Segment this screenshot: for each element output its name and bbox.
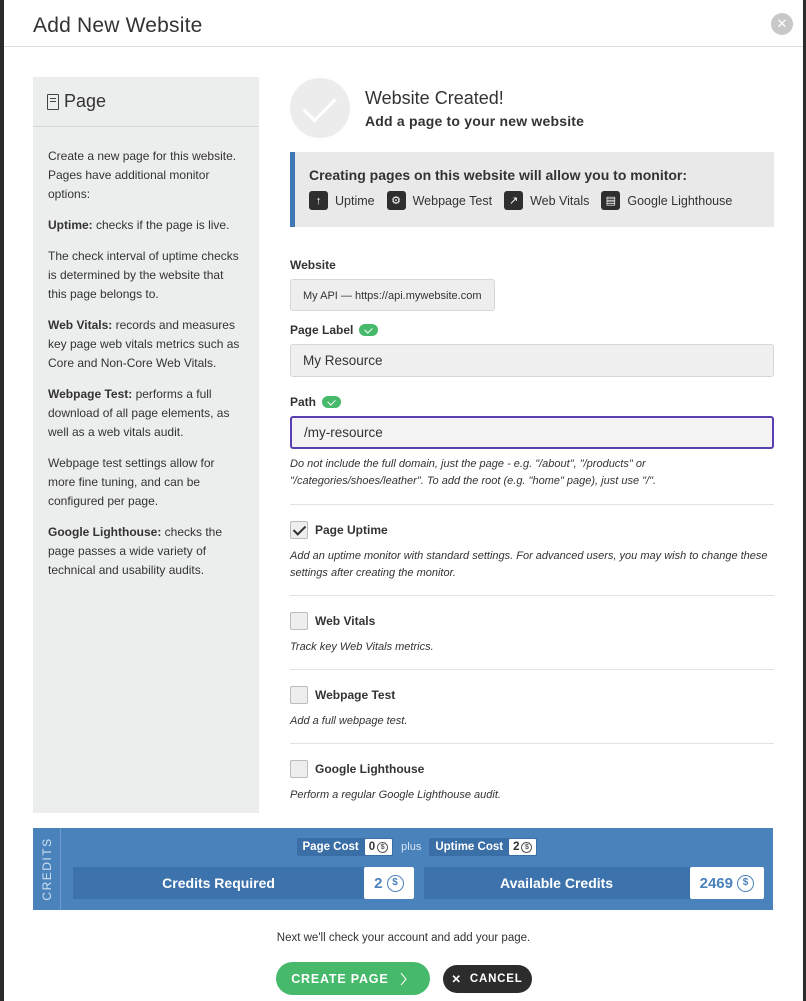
modal-title: Add New Website (33, 14, 203, 37)
sidebar-paragraph (48, 316, 245, 373)
create-page-button[interactable] (276, 962, 430, 995)
sidebar-title: Page (64, 91, 107, 111)
sidebar-text: The check interval of uptime checks is determined by the website that this page belongs to. (48, 249, 239, 301)
success-title: Website Created! (365, 87, 504, 108)
option-row[interactable] (290, 760, 774, 778)
website-label: Website (290, 258, 336, 272)
path-input[interactable] (290, 416, 774, 449)
create-page-label: CREATE PAGE (291, 971, 389, 986)
option-row[interactable] (290, 521, 774, 539)
document-icon (47, 94, 59, 110)
sidebar-paragraph (48, 385, 245, 442)
monitor-type-item (309, 191, 375, 210)
plus-text: plus (401, 841, 422, 853)
sidebar-term: Webpage Test: (48, 387, 133, 401)
credits-required-label: Credits Required (162, 875, 275, 891)
option-label[interactable]: Google Lighthouse (315, 762, 425, 776)
next-step-text: Next we'll check your account and add your page. (276, 932, 531, 944)
credit-totals (73, 867, 764, 899)
credits-panel (33, 828, 773, 910)
cancel-label: CANCEL (469, 973, 523, 985)
monitor-options (290, 504, 774, 804)
page-cost-label: Page Cost (302, 841, 359, 853)
monitor-types-list (309, 191, 760, 210)
monitor-type-label: Web Vitals (530, 193, 590, 208)
option-checkbox[interactable] (290, 760, 308, 778)
sidebar-paragraph (48, 147, 245, 204)
option-label[interactable]: Web Vitals (315, 614, 376, 628)
sidebar-header (33, 77, 259, 127)
path-label: Path (290, 395, 317, 409)
option-checkbox[interactable] (290, 612, 308, 630)
cancel-button[interactable] (443, 965, 532, 993)
sidebar-text: performs a full download of all page elements, as well as a web vitals audit. (48, 387, 230, 439)
close-button[interactable]: ✕ (771, 13, 793, 35)
option-web-vitals (290, 596, 774, 656)
path-hint: Do not include the full domain, just the page - e.g. "/about", "/products" or "/categories/shoes/leather". To add the root (e.g. "home" page), just use "/". (290, 458, 657, 487)
cost-breakdown (33, 838, 773, 856)
page-cost-value: 0 (368, 841, 376, 853)
sidebar-text: records and measures key page web vitals metrics such as Core and Non-Core Web Vitals. (48, 318, 240, 370)
sidebar-paragraph (48, 216, 245, 235)
option-checkbox[interactable] (290, 686, 308, 704)
option-description: Track key Web Vitals metrics. (290, 641, 434, 653)
gear-icon: ⚙ (387, 191, 406, 210)
chevron-right-icon: 〉 (400, 972, 414, 987)
option-label[interactable]: Page Uptime (315, 523, 388, 537)
sidebar-paragraph (48, 523, 245, 580)
sidebar-term: Web Vitals: (48, 318, 113, 332)
uptime-cost-value: 2 (513, 841, 520, 853)
arrow-up-icon: ↑ (309, 191, 328, 210)
page-cost-pill (297, 838, 394, 856)
available-credits-label: Available Credits (500, 875, 614, 891)
sidebar-term: Uptime: (48, 218, 93, 232)
sidebar-paragraph (48, 454, 245, 511)
credits-required-value: 2 (374, 874, 383, 892)
sidebar-term: Google Lighthouse: (48, 525, 162, 539)
clipboard-icon: ▤ (601, 191, 620, 210)
website-field (290, 258, 774, 311)
website-value: My API — https://api.mywebsite.com (290, 279, 495, 311)
monitor-type-item (387, 191, 492, 210)
available-credits-value: 2469 (699, 874, 733, 892)
option-description: Add a full webpage test. (290, 715, 408, 727)
monitor-info-box (290, 152, 774, 227)
monitor-type-label: Uptime (335, 193, 375, 208)
sidebar-text: checks the page passes a wide variety of technical and usability audits. (48, 525, 223, 577)
add-website-modal (4, 0, 803, 1001)
modal-header (4, 0, 803, 47)
sidebar-text: Webpage test settings allow for more fine tuning, and can be configured per page. (48, 456, 215, 508)
monitor-type-item (504, 191, 589, 210)
monitor-type-item (601, 191, 732, 210)
option-checkbox[interactable] (290, 521, 308, 539)
coin-icon: $ (377, 842, 388, 853)
main-form (290, 77, 774, 804)
info-title: Creating pages on this website will allow you to monitor: (309, 167, 688, 183)
sidebar-help-text (33, 127, 259, 580)
success-banner (290, 77, 774, 139)
page-label-field (290, 323, 774, 377)
coin-icon: $ (737, 875, 754, 892)
option-description: Add an uptime monitor with standard settings. For advanced users, you may wish to change these settings after creating the monitor. (290, 550, 768, 579)
checkmark-icon (290, 78, 350, 138)
available-credits-box (424, 867, 765, 899)
monitor-type-label: Google Lighthouse (627, 193, 733, 208)
action-buttons (4, 962, 803, 995)
option-description: Perform a regular Google Lighthouse audit. (290, 789, 501, 801)
coin-icon: $ (521, 842, 532, 853)
success-subtitle: Add a page to your new website (365, 112, 585, 129)
option-row[interactable] (290, 612, 774, 630)
page-label-input[interactable] (290, 344, 774, 377)
uptime-cost-label: Uptime Cost (435, 841, 504, 853)
valid-check-icon (359, 324, 378, 336)
credits-tab-label: CREDITS (40, 837, 54, 901)
page-label-label: Page Label (290, 323, 354, 337)
trend-icon: ↗ (504, 191, 523, 210)
option-google-lighthouse (290, 744, 774, 804)
uptime-cost-pill (429, 838, 537, 856)
close-icon: ✕ (451, 974, 462, 986)
valid-check-icon (322, 396, 341, 408)
option-row[interactable] (290, 686, 774, 704)
sidebar-paragraph (48, 247, 245, 304)
credits-required-box (73, 867, 414, 899)
coin-icon: $ (387, 875, 404, 892)
monitor-type-label: Webpage Test (412, 193, 493, 208)
help-sidebar (33, 77, 259, 813)
option-webpage-test (290, 670, 774, 730)
option-page-uptime (290, 505, 774, 582)
sidebar-text: checks if the page is live. (92, 218, 230, 232)
path-field (290, 395, 774, 490)
sidebar-text: Create a new page for this website. Pages have additional monitor options: (48, 149, 237, 201)
option-label[interactable]: Webpage Test (315, 688, 396, 702)
